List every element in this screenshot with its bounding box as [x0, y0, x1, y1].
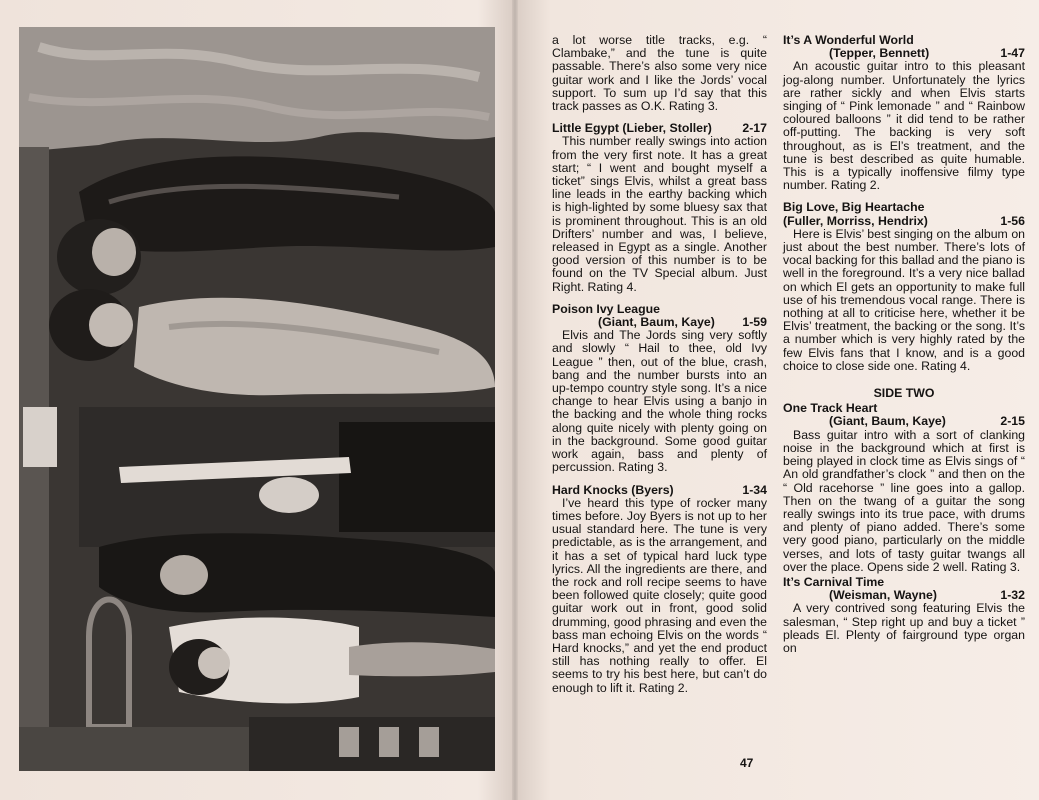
review-title: One Track Heart: [783, 401, 878, 416]
review-duration: 1-47: [1000, 46, 1025, 61]
review-little-egypt: [552, 122, 767, 294]
review-title: It’s A Wonderful World: [783, 33, 914, 47]
review-body: Here is Elvis’ best singing on the album on just about the best number. There’s lots of vocal backing for this ballad and the piano is well in the foreground. It’s a very nice ballad on which El gets an opportunity to make full use of his tremendous vocal range. There is nothing at all to criticise here, whether it be Elvis’ treatment, the backing or the song. It’s a number which is very highly rated by the few Elvis fans that I know, and is a good choice to close side one. Rating 4.: [783, 226, 1025, 373]
review-body: A very contrived song featuring Elvis the salesman, “ Step right up and buy a ticket ” pleads El. Plenty of fairground type organ on: [783, 601, 1025, 655]
review-hard-knocks: [552, 484, 767, 695]
review-duration: 1-56: [1000, 213, 1025, 228]
intro-text: a lot worse title tracks, e.g. “ Clambake,” and the tune is quite passable. There’s also some very nice guitar work and I like the Jords’ vocal support. To sum up I’d say that this track passes as O.K. Rating 3.: [552, 33, 767, 114]
review-credits: (Giant, Baum, Kaye): [598, 315, 715, 330]
review-credits: (Fuller, Morriss, Hendrix): [783, 213, 928, 228]
review-credits-line: [783, 415, 1025, 428]
review-title: Poison Ivy League: [552, 301, 660, 316]
photograph: [19, 27, 495, 771]
review-body: An acoustic guitar intro to this pleasant jog-along number. Unfortunately the lyrics are rather sickly and when Elvis starts singing of “ Pink lemonade ” and “ Rainbow coloured balloons ” it did tend to be rather off-putting. The backing is very soft throughout, as is El’s treatment, and the tune is best described as quite humable. This is a typically inoffensive filmy type number. Rating 2.: [783, 59, 1025, 193]
review-its-a-wonderful-world: [783, 34, 1025, 192]
review-body: This number really swings into action from the very first note. It has a great start; “ I went and bought myself a ticket” sings Elvis, whilst a great bass line leads in the earthy backing which is high-lighted by some bluesy sax that is prominent throughout. This is an old Drifters’ number and was, I believe, released in Egypt as a single. Another good version of this number is to be found on the TV Special album. Just Right. Rating 4.: [552, 134, 767, 294]
review-body: Elvis and The Jords sing very softly and slowly “ Hail to thee, old Ivy League ” then, out of the blue, crash, bang and the number bursts into an up-tempo country style song. It’s a nice change to hear Elvis using a banjo in the backing and the whole thing rocks along quite nicely with plenty going on in the background. Some good guitar work again, bass and plenty of percussion. Rating 3.: [552, 328, 767, 475]
section-heading: SIDE TWO: [873, 386, 935, 401]
review-duration: 1-34: [742, 482, 767, 497]
review-duration: 2-15: [1000, 414, 1025, 429]
text-column-left: [552, 34, 767, 695]
review-duration: 1-59: [742, 315, 767, 330]
page-gutter: [512, 0, 518, 800]
review-duration: 2-17: [742, 121, 767, 136]
review-credits: (Giant, Baum, Kaye): [829, 414, 946, 429]
review-title: Little Egypt (Lieber, Stoller): [552, 121, 712, 136]
review-credits-line: [783, 215, 1025, 228]
text-column-right: [783, 34, 1025, 655]
review-its-carnival-time: [783, 576, 1025, 655]
review-title: Big Love, Big Heartache: [783, 200, 925, 215]
photograph-icon: [19, 27, 495, 771]
review-body: I’ve heard this type of rocker many times before. Joy Byers is not up to her usual standard here. The tune is very predictable, as is the arrangement, and it has a set of typical hard luck type lyrics. All the ingredients are there, and the rock and roll recipe seems to have been followed quite closely; quite good guitar work out in front, good solid drumming, good phrasing and even the bass man echoing Elvis on the words “ Hard knocks,” and yet the end product still has nothing really to offer. El seems to try his best here, but can’t do enough to lift it. Rating 2.: [552, 495, 767, 695]
review-body: Bass guitar intro with a sort of clanking noise in the background which at first is being played in clock time as Elvis sings of “ An old grandfather’s clock ” and then on the “ Old racehorse ” line goes into a gallop. Then on the twang of a guitar the song really swings into its true pace, with drums and plenty of piano added. There’s some very good piano, particularly on the middle verses, and lots of tasty guitar twangs all over the place. Opens side 2 well. Rating 3.: [783, 427, 1025, 574]
review-title: Hard Knocks (Byers): [552, 482, 674, 497]
review-credits: (Weisman, Wayne): [829, 588, 937, 603]
page-number: 47: [740, 756, 754, 770]
review-credits: (Tepper, Bennett): [829, 46, 930, 61]
review-poison-ivy-league: [552, 303, 767, 475]
review-one-track-heart: [783, 402, 1025, 574]
review-big-love-big-heartache: [783, 201, 1025, 373]
review-heading: [552, 484, 767, 497]
review-title: It’s Carnival Time: [783, 574, 885, 589]
review-duration: 1-32: [1000, 588, 1025, 603]
intro-paragraph: [552, 34, 767, 113]
